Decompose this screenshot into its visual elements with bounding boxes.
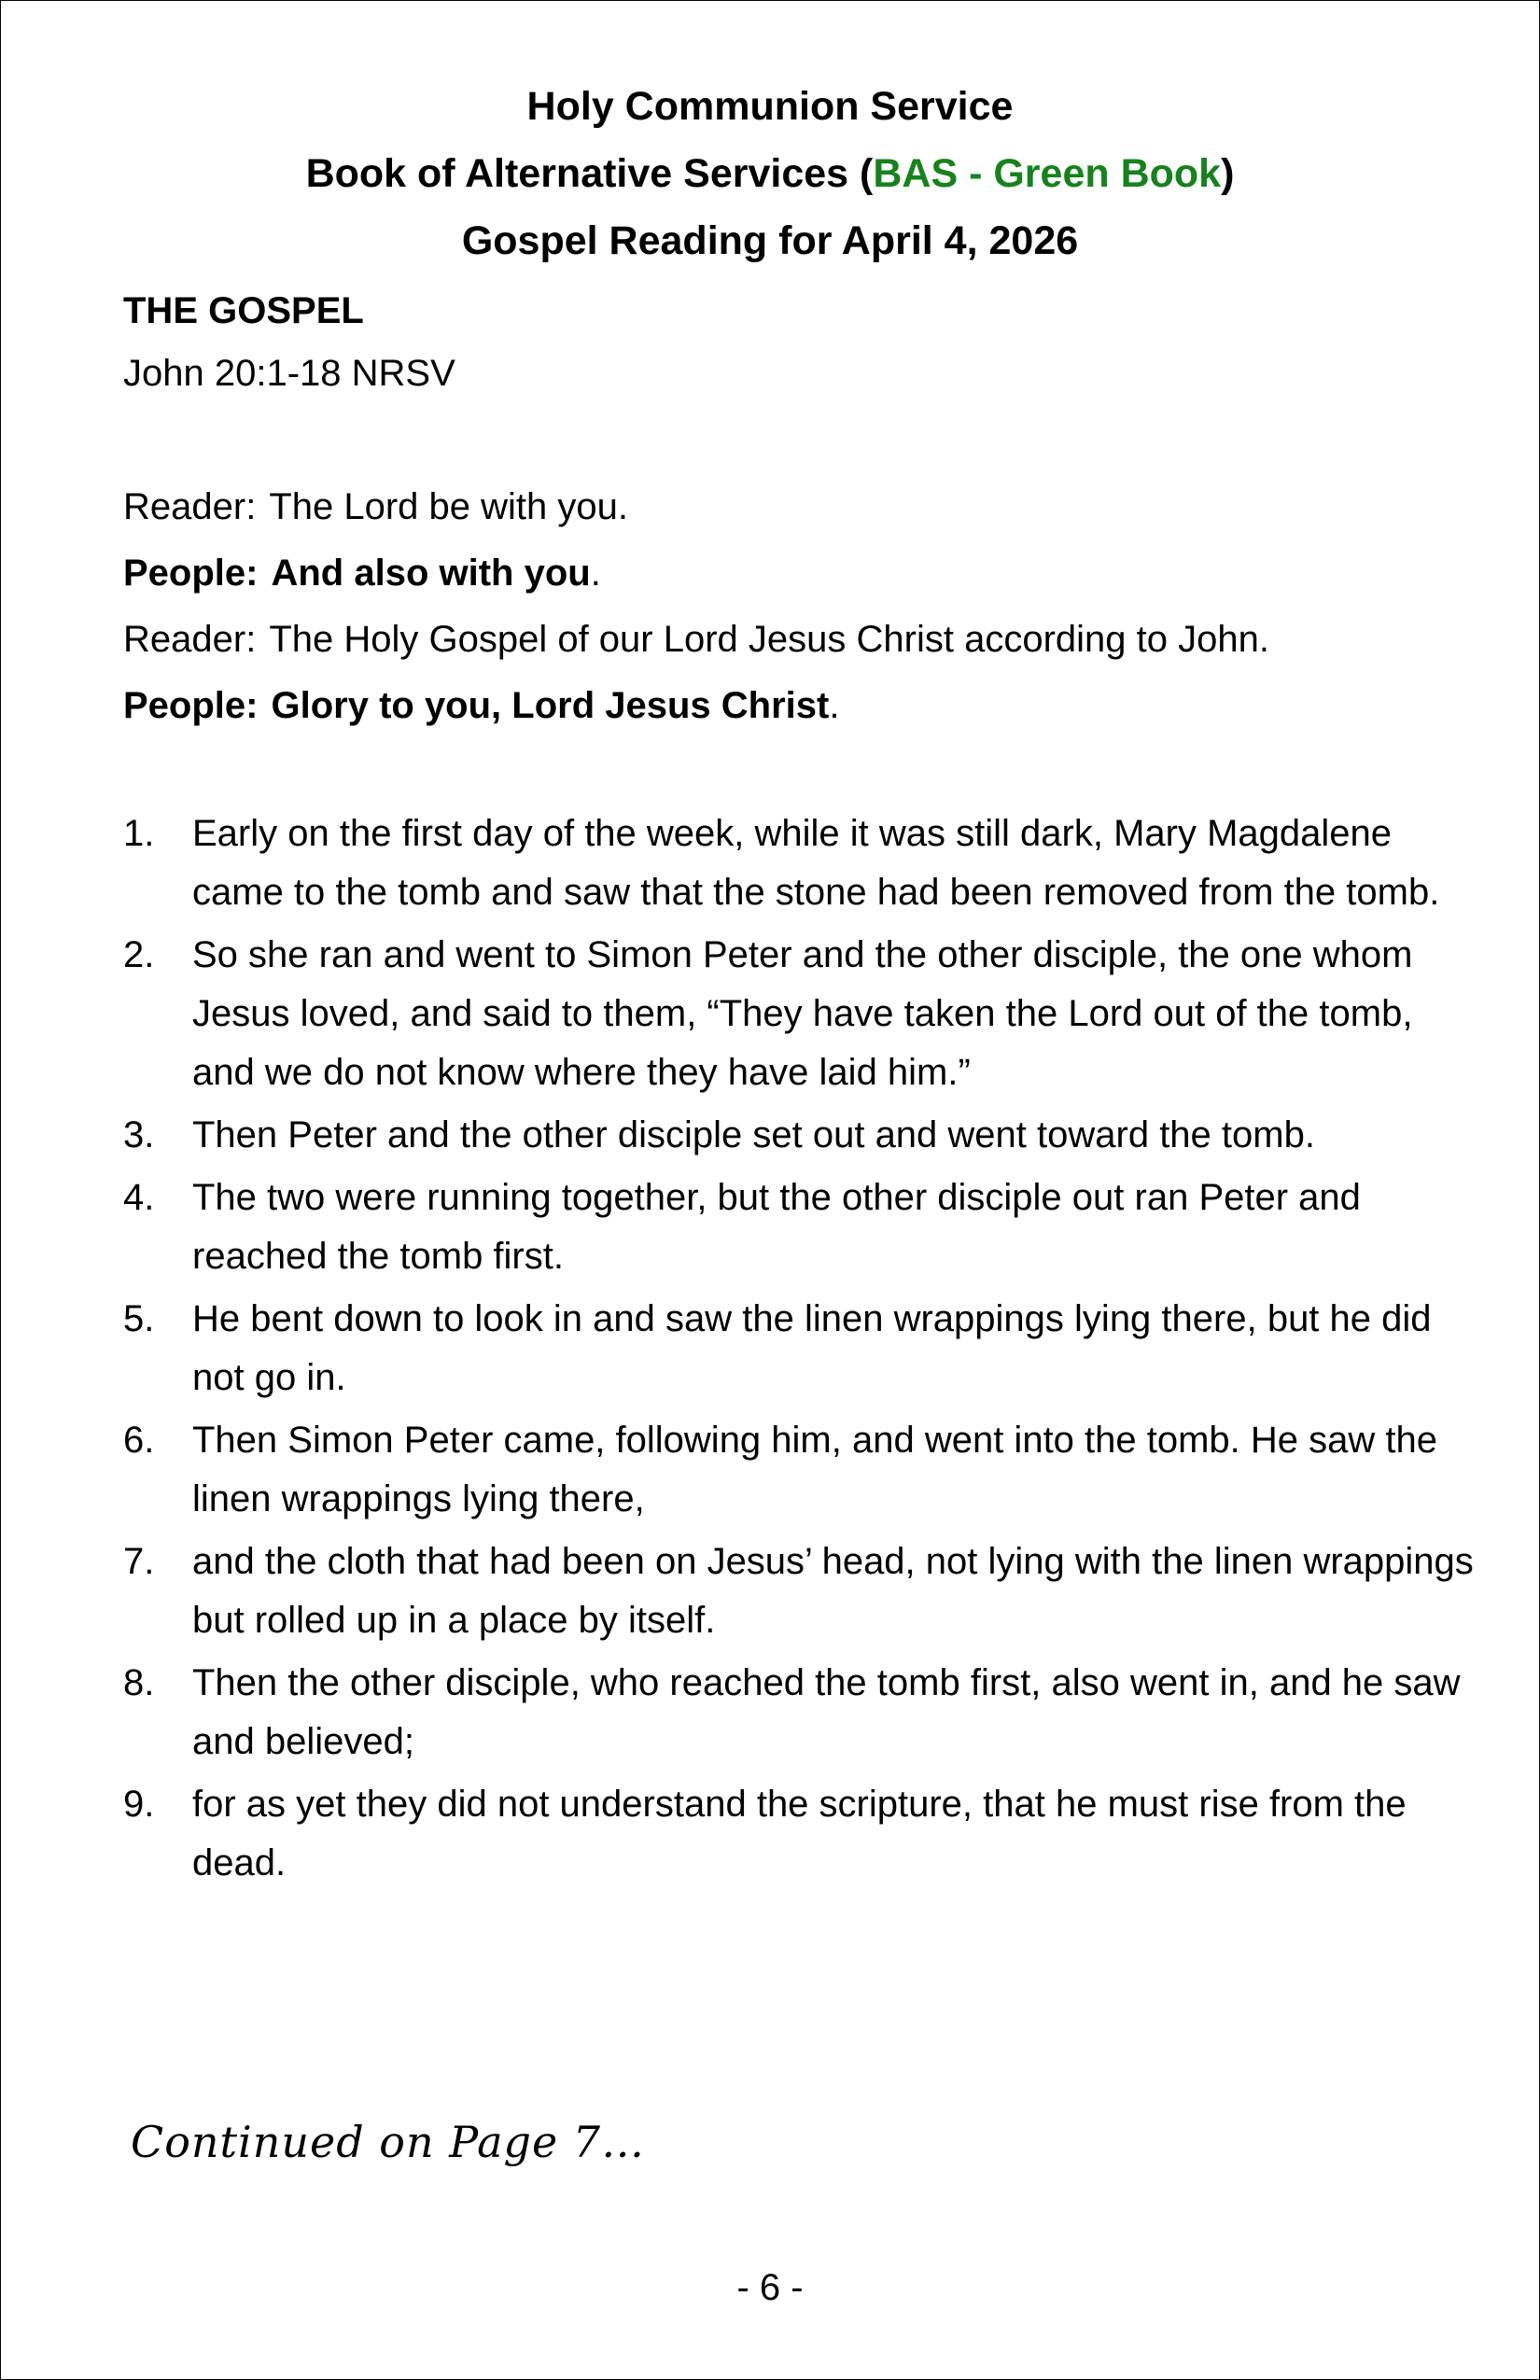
verse-text: So she ran and went to Simon Peter and the other disciple, the one whom Jesus loved, and said to them, “They have taken the Lord out of the tomb, and we do not know where they have laid him.” [192, 934, 1413, 1093]
liturgy-speaker: People: [123, 553, 259, 594]
verse-item [123, 1169, 1477, 1286]
verse-text: Early on the first day of the week, while it was still dark, Mary Magdalene came to the tomb and saw that the stone had been removed from the tomb. [192, 813, 1440, 913]
verse-text: The two were running together, but the other disciple out ran Peter and reached the tomb first. [192, 1177, 1361, 1277]
section-title: THE GOSPEL [123, 290, 364, 331]
verse-text: Then Simon Peter came, following him, and went into the tomb. He saw the linen wrappings lying there, [192, 1420, 1438, 1519]
scripture-citation: John 20:1-18 NRSV [123, 353, 455, 394]
verse-number: 3. [123, 1114, 155, 1155]
verse-text: He bent down to look in and saw the linen wrappings lying there, but he did not go in. [192, 1298, 1432, 1398]
verse-number: 8. [123, 1662, 155, 1703]
liturgy-words: The Lord be with you. [269, 486, 628, 527]
liturgy-speaker: Reader: [123, 619, 257, 660]
verse-item [123, 805, 1477, 922]
liturgy-line [123, 673, 1477, 739]
verse-number: 9. [123, 1784, 155, 1825]
service-title: Holy Communion Service [526, 84, 1014, 129]
liturgy-words: Glory to you, Lord Jesus Christ [271, 685, 830, 726]
liturgy-line [123, 607, 1477, 673]
book-title-prefix: Book of Alternative Services ( [305, 151, 874, 196]
verse-text: Then the other disciple, who reached the tomb first, also went in, and he saw and believed; [192, 1662, 1461, 1762]
verse-item [123, 1533, 1477, 1650]
verse-text: and the cloth that had been on Jesus’ head, not lying with the linen wrappings but rolled up in a place by itself. [192, 1541, 1474, 1641]
verse-item [123, 1775, 1477, 1893]
verse-item [123, 926, 1477, 1102]
verse-item [123, 1290, 1477, 1407]
liturgy-line [123, 474, 1477, 540]
reading-date-title: Gospel Reading for April 4, 2026 [461, 218, 1079, 263]
liturgy-responses [123, 474, 1477, 739]
book-title-accent: BAS - Green Book [873, 151, 1222, 196]
liturgy-end: . [590, 553, 601, 594]
verse-number: 2. [123, 934, 155, 975]
liturgy-line [123, 540, 1477, 607]
liturgy-speaker: People: [123, 685, 259, 726]
verse-item [123, 1106, 1477, 1165]
verse-text: for as yet they did not understand the scripture, that he must rise from the dead. [192, 1784, 1407, 1883]
liturgy-speaker: Reader: [123, 486, 257, 527]
verse-number: 6. [123, 1420, 155, 1461]
liturgy-words: And also with you [271, 553, 591, 594]
gospel-verses [123, 805, 1477, 1897]
verse-item [123, 1654, 1477, 1771]
liturgy-end: . [829, 685, 840, 726]
book-title [0, 140, 1540, 207]
verse-text: Then Peter and the other disciple set out and went toward the tomb. [192, 1114, 1315, 1155]
verse-number: 5. [123, 1298, 155, 1339]
verse-item [123, 1411, 1477, 1529]
continued-note: Continued on Page 7… [131, 2117, 646, 2167]
book-title-suffix: ) [1221, 151, 1235, 196]
liturgy-words: The Holy Gospel of our Lord Jesus Christ according to John. [269, 619, 1269, 660]
verse-number: 1. [123, 813, 155, 854]
verse-number: 4. [123, 1177, 155, 1218]
page-number: - 6 - [736, 2267, 804, 2308]
verse-number: 7. [123, 1541, 155, 1582]
page-header [0, 73, 1540, 274]
